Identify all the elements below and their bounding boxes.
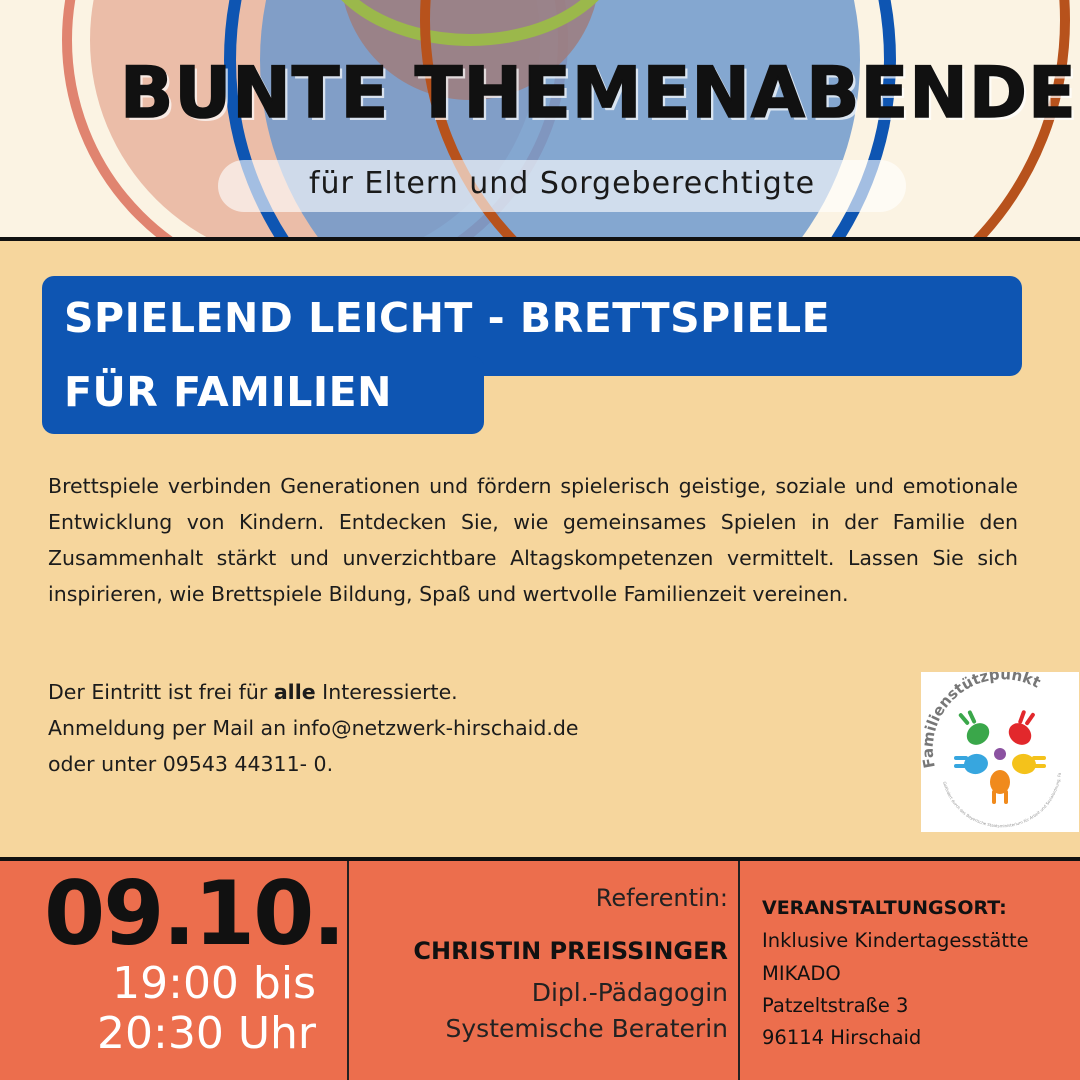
- topic-title-line1: SPIELEND LEICHT - BRETTSPIELE: [64, 294, 831, 342]
- event-date: 09.10.: [44, 862, 344, 965]
- topic-title-line2: FÜR FAMILIEN: [64, 368, 392, 416]
- column-divider: [347, 861, 349, 1080]
- speaker-label: Referentin:: [595, 884, 728, 912]
- speaker-role: Systemische Beraterin: [445, 1014, 728, 1043]
- page-title: BUNTE THEMENABENDE: [120, 52, 1077, 134]
- speaker-role: Dipl.-Pädagogin: [531, 978, 728, 1007]
- familienstuetzpunkt-logo: [921, 672, 1079, 832]
- registration-phone: oder unter 09543 44311- 0.: [48, 752, 334, 776]
- column-divider: [738, 861, 740, 1080]
- speaker-name: CHRISTIN PREISSINGER: [413, 937, 728, 965]
- hands-logo-icon: [921, 672, 1079, 832]
- registration-email: Anmeldung per Mail an info@netzwerk-hirschaid.de: [48, 716, 579, 740]
- entry-emphasis: alle: [273, 680, 316, 704]
- venue-heading: VERANSTALTUNGSORT:: [762, 897, 1007, 919]
- venue-city: 96114 Hirschaid: [762, 1026, 922, 1049]
- event-description: Brettspiele verbinden Generationen und fördern spielerisch geistige, soziale und emotionale Entwicklung von Kindern. Entdecken Sie, wie gemeinsames Spielen in der Familie den Zusammenhalt stärkt und unverzichtbare Altagskompetenzen vermittelt. Lassen Sie sich inspirieren, wie Brettspiele Bildung, Spaß und wertvolle Familienzeit vereinen.: [48, 474, 1018, 606]
- event-time-end: 20:30 Uhr: [97, 1008, 316, 1059]
- header-section: [0, 0, 1080, 238]
- event-time-start: 19:00 bis: [112, 958, 316, 1009]
- logo-title: F ilienstützpunkt: [921, 672, 1044, 770]
- registration-info: [48, 674, 848, 782]
- page-subtitle: für Eltern und Sorgeberechtigte: [308, 166, 816, 201]
- venue-street: Patzeltstraße 3: [762, 994, 909, 1017]
- entry-info: Der Eintritt ist frei für alle Interessierte.: [48, 680, 458, 704]
- logo-small-text: Gefördert durch das Bayerische Staatsministerium für Arbeit und Sozialordnung, Fa: [942, 772, 1062, 829]
- venue-name: Inklusive Kindertagesstätte: [762, 929, 1029, 952]
- venue-name-short: MIKADO: [762, 962, 841, 985]
